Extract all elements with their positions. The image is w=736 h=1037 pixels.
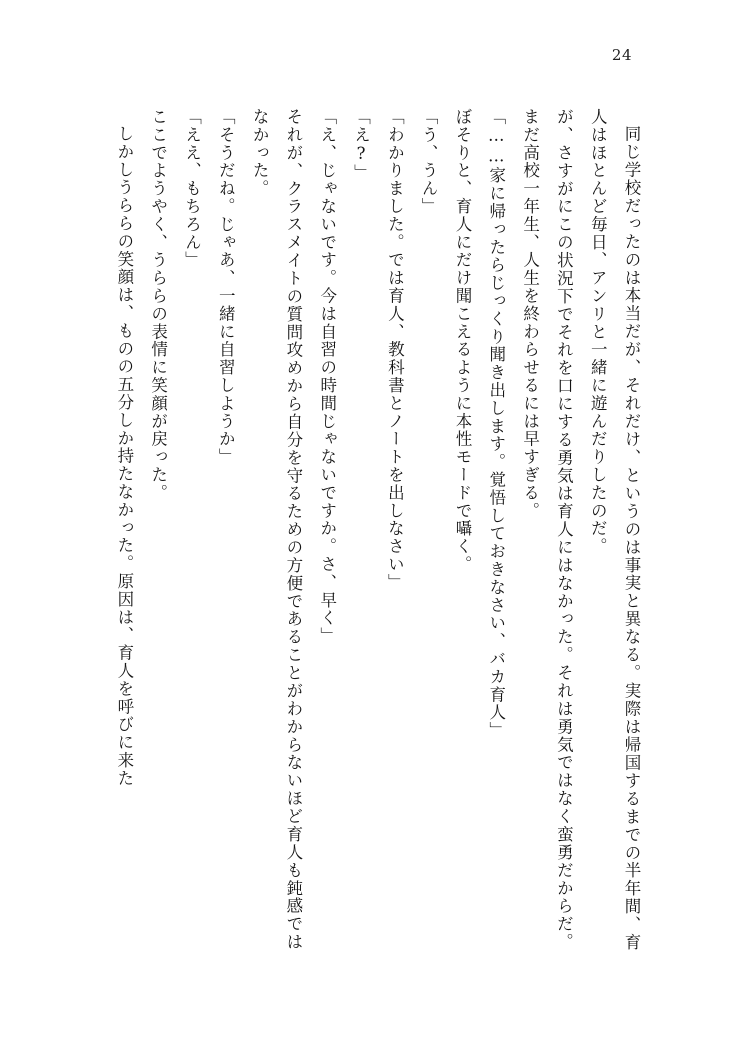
page-number: 24 xyxy=(611,46,632,64)
paragraph: 「そうだね。じゃあ、一緒に自習しようか」 xyxy=(216,108,236,466)
paragraph: が、さすがにこの状況下でそれを口にする勇気は育人にはなかった。それは勇気ではなく蛮勇だからだ。まだ高校一年生、人生を終わらせるには早すぎる。 xyxy=(520,108,574,951)
paragraph: 「え?」 xyxy=(351,108,371,183)
paragraph: 「……家に帰ったらじっくり聞き出します。覚悟しておきなさい、バカ育人」 xyxy=(486,108,506,740)
paragraph: しかしうららの笑顔は、ものの五分しか持たなかった。原因は、育人を呼びに来た xyxy=(114,124,134,787)
paragraph: ぼそりと、育人にだけ聞こえるように本性モードで囁く。 xyxy=(452,108,472,574)
paragraph: 「う、うん」 xyxy=(419,108,439,216)
paragraph: ここでようやく、うららの表情に笑顔が戻った。 xyxy=(148,108,168,502)
page-text-body xyxy=(86,108,648,951)
paragraph: 「ええ、もちろん」 xyxy=(182,108,202,270)
paragraph: 「え、じゃないです。今は自習の時間じゃないですか。さ、早く」 xyxy=(317,108,337,645)
paragraph: それが、クラスメイトの質問攻めから自分を守るための方便であることがわからないほど育人も鈍感ではなかった。 xyxy=(250,108,303,951)
paragraph: 同じ学校だったのは本当だが、それだけ、というのは事実と異なる。実際は帰国するまでの半年間、育人はほとんど毎日、アンリと一緒に遊んだりしたのだ。 xyxy=(588,108,641,951)
paragraph: 「わかりました。では育人、教科書とノートを出しなさい」 xyxy=(385,108,405,592)
